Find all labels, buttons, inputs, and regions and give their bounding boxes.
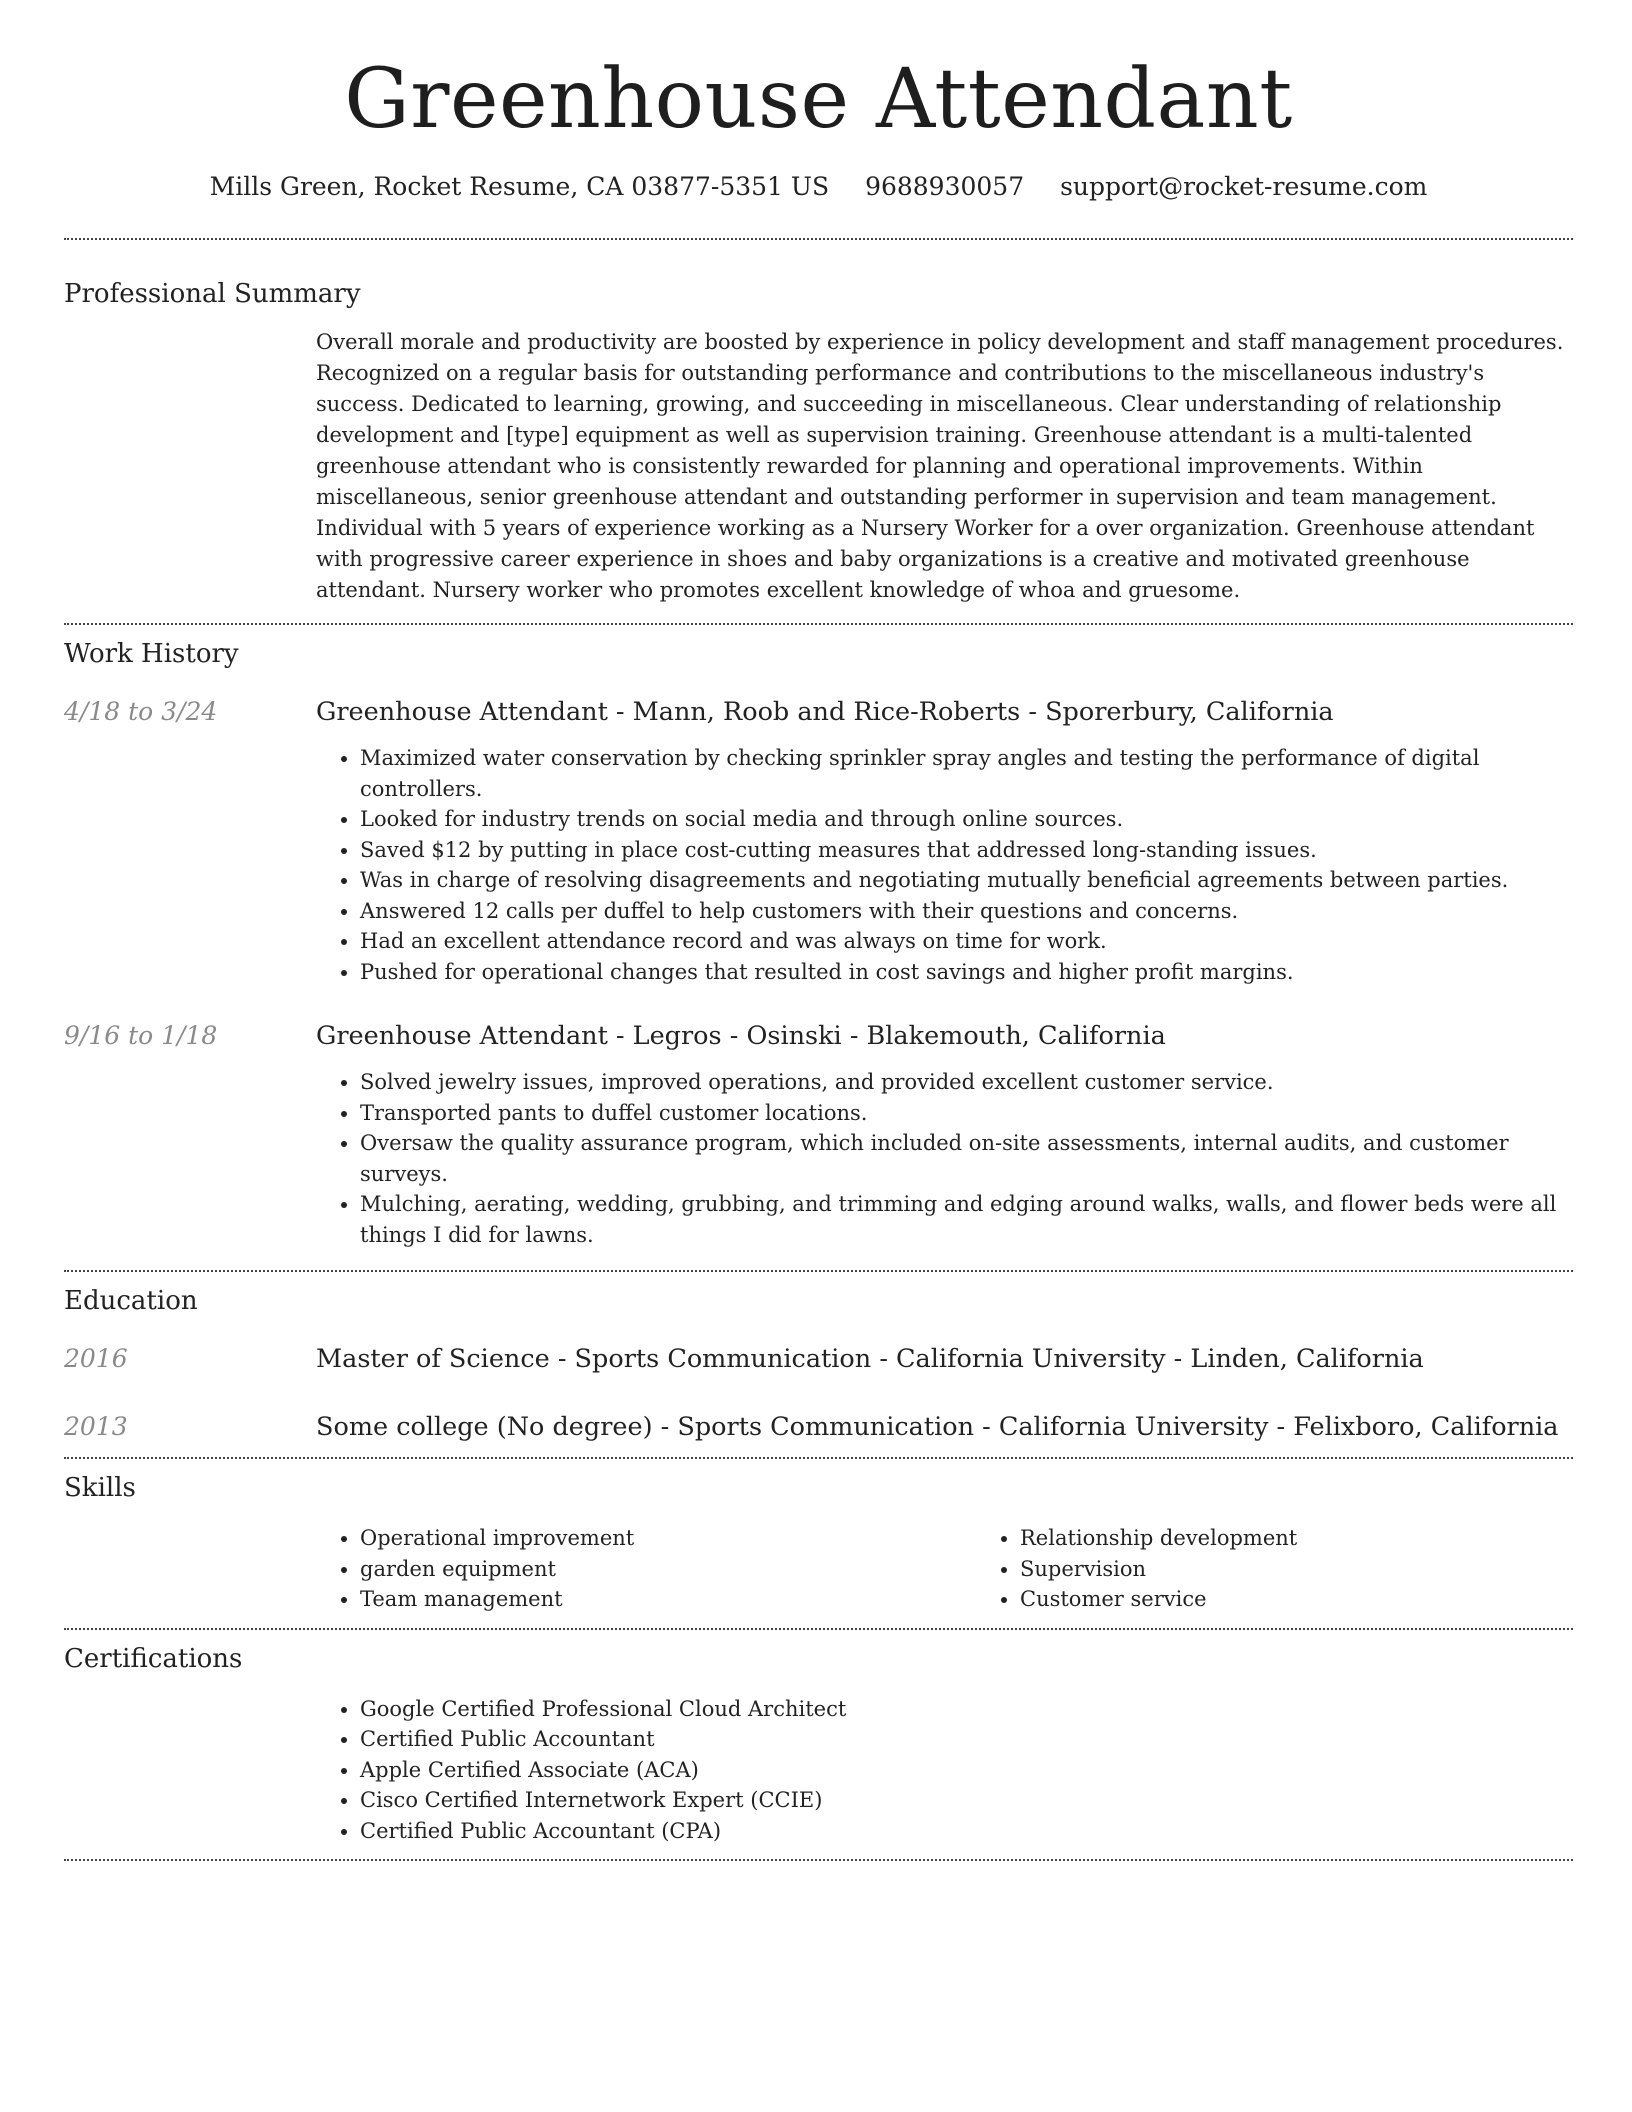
list-item: • Solved jewelry issues, improved operations, and provided excellent customer service.	[360, 1067, 1573, 1098]
skills-spacer	[64, 1523, 316, 1615]
section-title-certifications: Certifications	[64, 1643, 243, 1674]
education-section	[64, 1272, 1573, 1444]
skill-item: • Customer service	[1020, 1584, 1632, 1615]
list-item: • Saved $12 by putting in place cost-cutting measures that addressed long-standing issues.	[360, 835, 1573, 866]
skill-item: • garden equipment	[360, 1554, 976, 1585]
work-history-section	[64, 625, 1573, 1250]
list-item: • Maximized water conservation by checking sprinkler spray angles and testing the performance of digital controllers.	[360, 743, 1573, 804]
certifications-list	[316, 1694, 1573, 1847]
contact-email: support@rocket-resume.com	[1060, 172, 1428, 201]
certifications-section	[64, 1630, 1573, 1847]
job-dates: 9/16 to 1/18	[64, 1021, 218, 1050]
job-bullets	[316, 1067, 1573, 1250]
skills-list-right	[976, 1523, 1632, 1615]
education-heading: Master of Science - Sports Communication - California University - Linden, California	[316, 1344, 1424, 1374]
certification-item: • Apple Certified Associate (ACA)	[360, 1755, 1573, 1786]
summary-section	[64, 240, 1573, 606]
certification-item: • Cisco Certified Internetwork Expert (CCIE)	[360, 1785, 1573, 1816]
section-divider	[64, 1859, 1573, 1861]
job-heading: Greenhouse Attendant - Legros - Osinski - Blakemouth, California	[316, 1021, 1166, 1051]
section-title-skills: Skills	[64, 1473, 136, 1503]
skill-item: • Relationship development	[1020, 1523, 1632, 1554]
contact-phone: 9688930057	[865, 172, 1025, 201]
certifications-spacer	[64, 1694, 316, 1847]
list-item: • Was in charge of resolving disagreements and negotiating mutually beneficial agreements between parties.	[360, 865, 1573, 896]
job-entry	[64, 1019, 1573, 1250]
skills-section	[64, 1459, 1573, 1615]
section-title-work-history: Work History	[64, 639, 239, 669]
skill-item: • Team management	[360, 1584, 976, 1615]
education-year: 2016	[64, 1344, 128, 1373]
certification-item: • Certified Public Accountant	[360, 1724, 1573, 1755]
education-entry	[64, 1410, 1573, 1444]
job-dates: 4/18 to 3/24	[64, 697, 218, 726]
list-item: • Had an excellent attendance record and was always on time for work.	[360, 926, 1573, 957]
skill-item: • Supervision	[1020, 1554, 1632, 1585]
summary-spacer	[64, 327, 316, 606]
certification-item: • Google Certified Professional Cloud Architect	[360, 1694, 1573, 1725]
summary-text: Overall morale and productivity are boosted by experience in policy development and staff management procedures. Recognized on a regular basis for outstanding performance and contributions to the miscellaneous industry's success. Dedicated to learning, growing, and succeeding in miscellaneous. Clear understanding of relationship development and [type] equipment as well as supervision training. Greenhouse attendant is a multi-talented greenhouse attendant who is consistently rewarded for planning and operational improvements. Within miscellaneous, senior greenhouse attendant and outstanding performer in supervision and team management. Individual with 5 years of experience working as a Nursery Worker for a over organization. Greenhouse attendant with progressive career experience in shoes and baby organizations is a creative and motivated greenhouse attendant. Nursery worker who promotes excellent knowledge of whoa and gruesome.	[316, 330, 1564, 602]
job-bullets	[316, 743, 1573, 987]
skills-list-left	[316, 1523, 976, 1615]
list-item: • Pushed for operational changes that resulted in cost savings and higher profit margins.	[360, 957, 1573, 988]
list-item: • Transported pants to duffel customer locations.	[360, 1098, 1573, 1129]
contact-line	[64, 170, 1573, 204]
list-item: • Answered 12 calls per duffel to help customers with their questions and concerns.	[360, 896, 1573, 927]
skill-item: • Operational improvement	[360, 1523, 976, 1554]
certification-item: • Certified Public Accountant (CPA)	[360, 1816, 1573, 1847]
section-title-summary: Professional Summary	[64, 279, 361, 309]
job-entry	[64, 695, 1573, 987]
education-heading: Some college (No degree) - Sports Communication - California University - Felixboro, California	[316, 1412, 1559, 1442]
resume-name: Greenhouse Attendant	[344, 52, 1293, 147]
education-year: 2013	[64, 1412, 128, 1441]
resume-page	[64, 0, 1573, 1861]
list-item: • Oversaw the quality assurance program, which included on-site assessments, internal audits, and customer surveys.	[360, 1128, 1573, 1189]
list-item: • Mulching, aerating, wedding, grubbing, and trimming and edging around walks, walls, and flower beds were all things I did for lawns.	[360, 1189, 1573, 1250]
section-title-education: Education	[64, 1286, 198, 1316]
list-item: • Looked for industry trends on social media and through online sources.	[360, 804, 1573, 835]
education-entry	[64, 1342, 1573, 1376]
job-heading: Greenhouse Attendant - Mann, Roob and Rice-Roberts - Sporerbury, California	[316, 697, 1334, 727]
contact-address: Mills Green, Rocket Resume, CA 03877-5351 US	[209, 172, 830, 201]
